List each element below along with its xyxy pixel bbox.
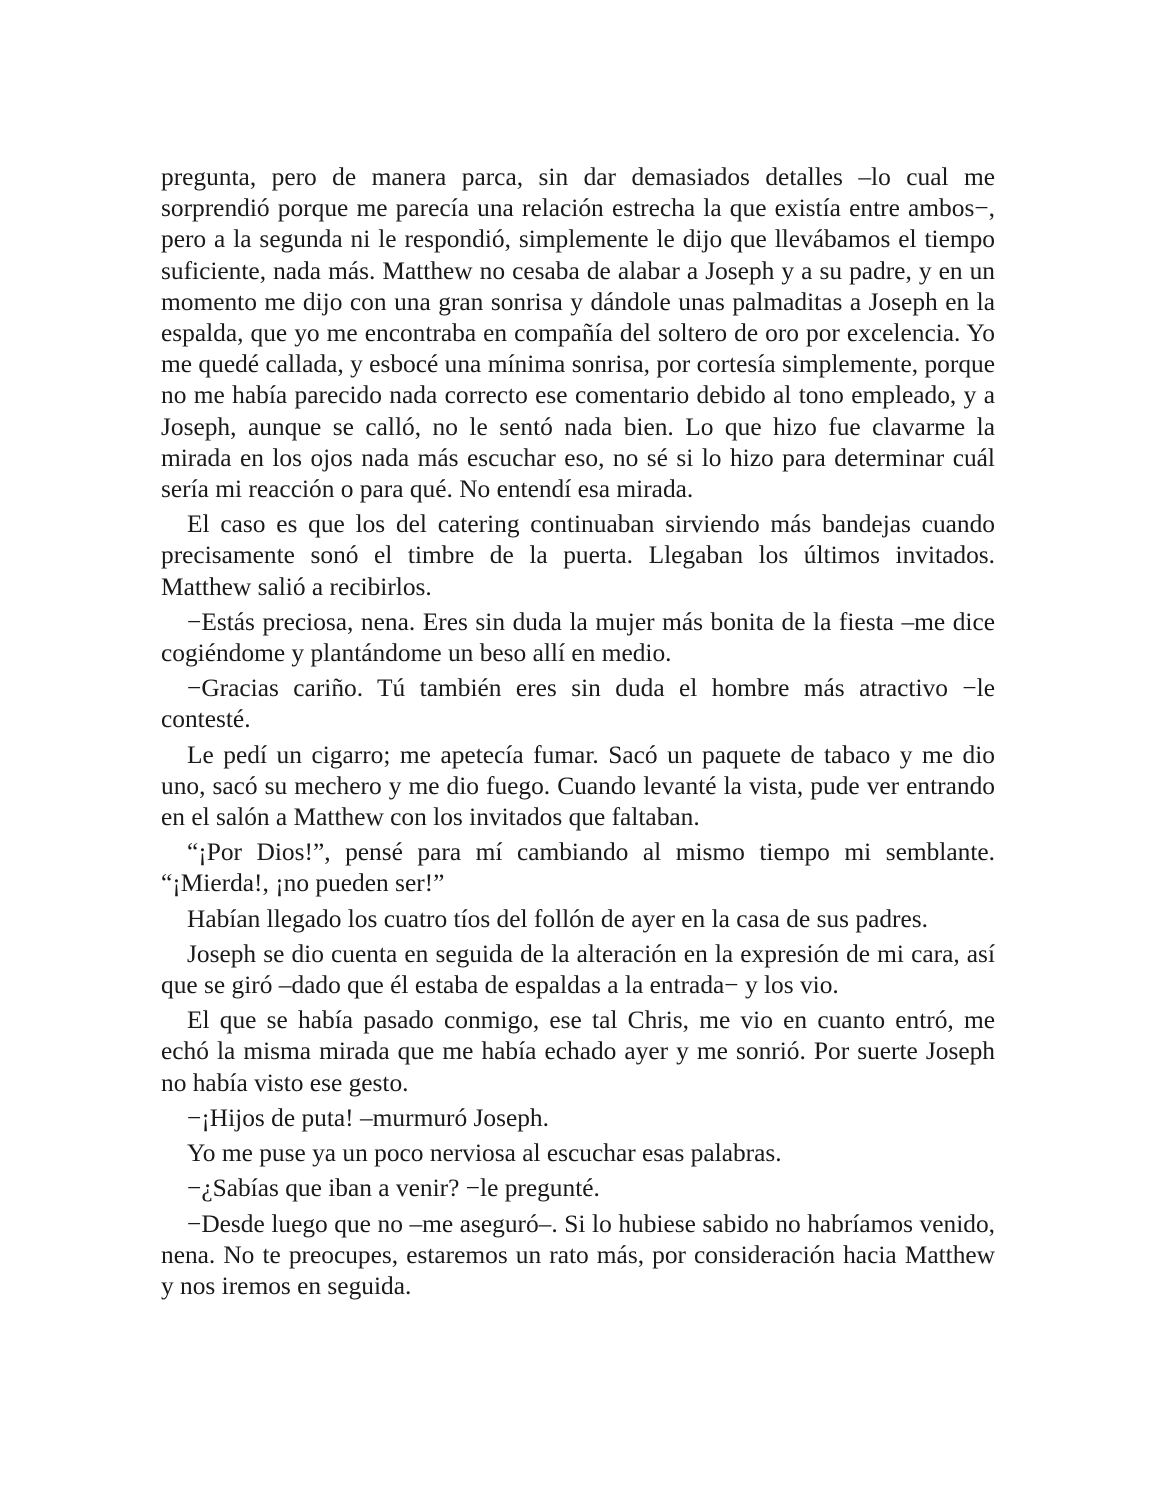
paragraph-9: El que se había pasado conmigo, ese tal Chris, me vio en cuanto entró, me echó la misma mirada que me había echado ayer y me sonrió. Por suerte Joseph no había visto ese gesto.: [161, 1006, 995, 1097]
paragraph-12: −¿Sabías que iban a venir? −le pregunté.: [187, 1174, 600, 1203]
paragraph-2: El caso es que los del catering continuaban sirviendo más bandejas cuando precisamente sonó el timbre de la puerta. Llegaban los últimos invitados. Matthew salió a recibirlos.: [161, 510, 995, 601]
paragraph-6: “¡Por Dios!”, pensé para mí cambiando al mismo tiempo mi semblante. “¡Mierda!, ¡no pueden ser!”: [161, 838, 995, 898]
paragraph-10: −¡Hijos de puta! –murmuró Joseph.: [187, 1103, 549, 1132]
paragraph-4: −Gracias cariño. Tú también eres sin duda el hombre más atractivo −le contesté.: [161, 674, 995, 734]
page-body: [161, 162, 995, 1306]
paragraph-8: Joseph se dio cuenta en seguida de la alteración en la expresión de mi cara, así que se giró –dado que él estaba de espaldas a la entrada− y los vio.: [161, 939, 995, 1000]
paragraph-7: Habían llegado los cuatro tíos del follón de ayer en la casa de sus padres.: [187, 904, 929, 933]
paragraph-13: −Desde luego que no –me aseguró–. Si lo hubiese sabido no habríamos venido, nena. No te preocupes, estaremos un rato más, por consideración hacia Matthew y nos iremos en seguida.: [161, 1209, 995, 1300]
paragraph-5: Le pedí un cigarro; me apetecía fumar. Sacó un paquete de tabaco y me dio uno, sacó su mechero y me dio fuego. Cuando levanté la vista, pude ver entrando en el salón a Matthew con los invitados que faltaban.: [161, 740, 995, 832]
paragraph-1: pregunta, pero de manera parca, sin dar demasiados detalles –lo cual me sorprendió porque me parecía una relación estrecha la que existía entre ambos−, pero a la segunda ni le respondió, simplemente le dijo que llevábamos el tiempo suficiente, nada más. Matthew no cesaba de alabar a Joseph y a su padre, y en un momento me dijo con una gran sonrisa y dándole unas palmaditas a Joseph en la espalda, que yo me encontraba en compañía del soltero de oro por excelencia. Yo me quedé callada, y esbocé una mínima sonrisa, por cortesía simplemente, porque no me había parecido nada correcto ese comentario debido al tono empleado, y a Joseph, aunque se calló, no le sentó nada bien. Lo que hizo fue clavarme la mirada en los ojos nada más escuchar eso, no sé si lo hizo para determinar cuál sería mi reacción o para qué. No entendí esa mirada.: [161, 163, 995, 504]
paragraph-11: Yo me puse ya un poco nerviosa al escuchar esas palabras.: [187, 1139, 782, 1168]
paragraph-3: −Estás preciosa, nena. Eres sin duda la mujer más bonita de la fiesta –me dice cogiéndome y plantándome un beso allí en medio.: [161, 607, 995, 668]
